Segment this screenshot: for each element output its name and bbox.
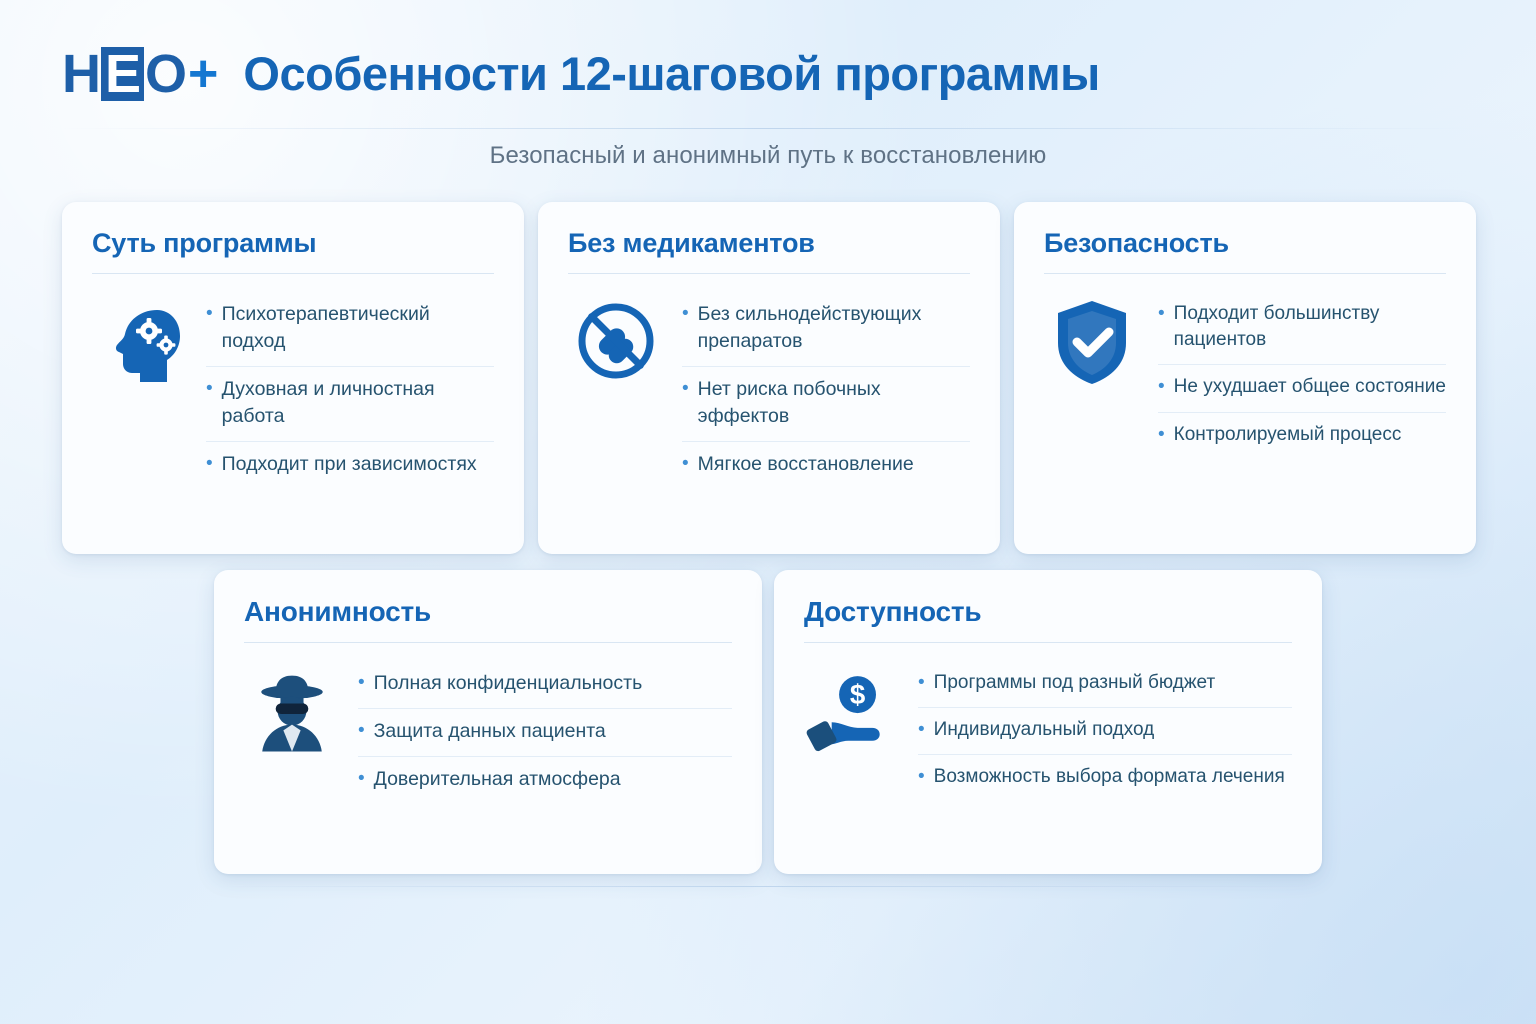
list-item [206, 292, 494, 367]
card-body [244, 661, 732, 850]
card-title: Доступность [804, 596, 982, 627]
bullet-dot: • [358, 719, 365, 741]
bullet-dot: • [1158, 376, 1165, 398]
card-body [568, 292, 970, 530]
list-item [206, 367, 494, 442]
list-item [1158, 292, 1446, 365]
bullet-dot: • [206, 452, 213, 474]
footer-divider [218, 886, 1318, 887]
card-title-rule [804, 642, 1292, 643]
bullet-dot: • [358, 672, 365, 693]
bullet-dot: • [918, 672, 925, 693]
card-bullet-list [206, 292, 494, 489]
card-bullet-list [1158, 292, 1446, 459]
bullet-text: Полная конфиденциальность [373, 672, 643, 694]
list-item [682, 442, 970, 489]
bullet-dot: • [206, 377, 213, 399]
bullet-text: Мягкое восстановление [697, 452, 914, 475]
svg-text:$: $ [849, 678, 866, 710]
list-item [358, 757, 732, 804]
bullet-dot: • [918, 766, 925, 788]
shield-check-icon [1044, 292, 1140, 386]
list-item [918, 708, 1292, 755]
feature-card-safety [1014, 202, 1476, 554]
bullet-dot: • [682, 377, 689, 399]
list-item [682, 367, 970, 442]
bullet-text: Доверительная атмосфера [373, 767, 621, 790]
bullet-dot: • [682, 452, 689, 474]
card-title-rule [1044, 273, 1446, 274]
card-title: Суть программы [92, 228, 317, 258]
no-pills-icon [568, 292, 664, 384]
list-item [1158, 365, 1446, 412]
logo-letter-o: O [145, 43, 187, 104]
bullet-text: Программы под разный бюджет [933, 672, 1216, 693]
bullet-text: Без сильнодействующих препаратов [697, 303, 922, 352]
bullet-dot: • [206, 303, 213, 324]
list-item [918, 755, 1292, 801]
card-bullet-list [682, 292, 970, 489]
header [62, 43, 1474, 104]
brand-logo [62, 43, 218, 104]
bullet-dot: • [1158, 423, 1165, 445]
page-title: Особенности 12-шаговой программы [243, 47, 1100, 100]
logo-letter-e: E [101, 47, 144, 101]
bullet-text: Защита данных пациента [373, 719, 606, 742]
bullet-text: Психотерапевтический подход [221, 303, 430, 352]
card-bullet-list [918, 661, 1292, 802]
header-divider [62, 128, 1474, 129]
card-title: Анонимность [244, 596, 432, 627]
card-bullet-list [358, 661, 732, 804]
card-body [804, 661, 1292, 850]
list-item [358, 661, 732, 709]
bullet-dot: • [1158, 303, 1165, 324]
bullet-text: Духовная и личностная работа [221, 377, 435, 427]
list-item [206, 442, 494, 489]
list-item [682, 292, 970, 367]
bullet-text: Индивидуальный подход [933, 719, 1155, 741]
feature-card-anonymity [214, 570, 762, 874]
bullet-text: Контролируемый процесс [1173, 423, 1402, 445]
bullet-dot: • [918, 719, 925, 741]
card-body [1044, 292, 1446, 530]
bullet-text: Возможность выбора формата лечения [933, 766, 1285, 788]
anonymous-person-icon [244, 661, 340, 763]
feature-card-no-medication [538, 202, 1000, 554]
head-gears-icon [92, 292, 188, 384]
bullet-text: Подходит большинству пациентов [1173, 303, 1380, 351]
card-body [92, 292, 494, 530]
page-subtitle: Безопасный и анонимный путь к восстановлению [489, 142, 1047, 169]
card-title-rule [92, 273, 494, 274]
bullet-dot: • [358, 767, 365, 789]
card-title: Безопасность [1044, 228, 1229, 258]
hand-coin-icon [804, 661, 900, 761]
card-title-rule [568, 273, 970, 274]
bullet-text: Не ухудшает общее состояние [1173, 376, 1446, 398]
list-item [358, 709, 732, 757]
feature-card-program-essence [62, 202, 524, 554]
card-title-rule [244, 642, 732, 643]
logo-letter-n: H [62, 43, 100, 104]
card-title: Без медикаментов [568, 228, 815, 258]
logo-plus-icon: + [188, 44, 218, 103]
feature-card-affordability [774, 570, 1322, 874]
bullet-text: Нет риска побочных эффектов [697, 377, 881, 427]
bullet-text: Подходит при зависимостях [221, 452, 477, 475]
bullet-dot: • [682, 303, 689, 324]
list-item [1158, 413, 1446, 459]
list-item [918, 661, 1292, 708]
